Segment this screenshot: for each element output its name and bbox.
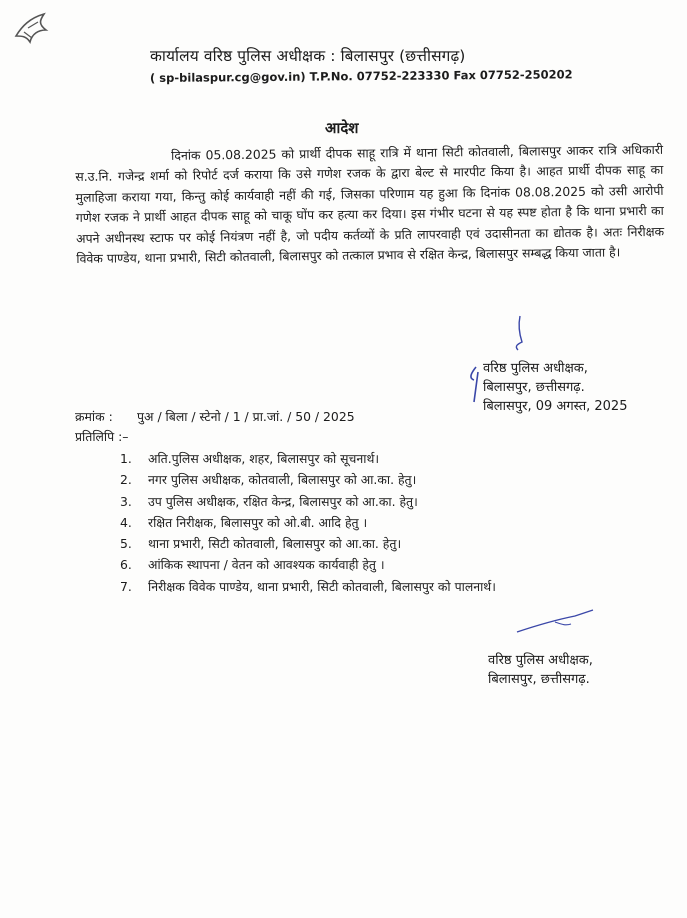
list-item-number: 3. xyxy=(120,493,132,509)
signature-block-bottom xyxy=(488,651,593,689)
office-contact: ( sp-bilaspur.cg@gov.in) T.P.No. 07752-223330 Fax 07752-250202 xyxy=(149,67,573,85)
list-item-text: उप पुलिस अधीक्षक, रक्षित केन्द्र, बिलासपुर को आ.का. हेतु। xyxy=(148,493,418,509)
reference-label: क्रमांक : xyxy=(75,409,113,424)
order-body: दिनांक 05.08.2025 को प्रार्थी दीपक साहू रात्रि में थाना सिटी कोतवाली, बिलासपुर आकर रात्रि अधिकारी स.उ.नि. गजेन्द्र शर्मा को रिपोर्ट दर्ज कराया कि उसे गणेश रजक के द्वारा बेल्ट से मारपीट किया है। आहत प्रार्थी दीपक साहू का मुलाहिजा कराया गया, किन्तु कोई कार्यवाही नहीं की गई, जिसका परिणाम यह हुआ कि दिनांक 08.08.2025 को उसी आरोपी गणेश रजक ने प्रार्थी आहत दीपक साहू को चाकू घोंप कर हत्या कर दिया। इस गंभीर घटना से यह स्पष्ट होता है कि थाना प्रभारी का अपने अधीनस्थ स्टाफ पर कोई नियंत्रण नहीं है, जो पदीय कर्तव्यों के प्रति लापरवाही एवं उदासीनता का द्योतक है। अतः निरीक्षक विवेक पाण्डेय, थाना प्रभारी, सिटी कोतवाली, बिलासपुर को तत्काल प्रभाव से रक्षित केन्द्र, बिलासपुर सम्बद्ध किया जाता है। xyxy=(75,141,665,267)
list-item xyxy=(120,514,496,535)
list-item-number: 5. xyxy=(120,536,132,552)
signatory-designation: वरिष्ठ पुलिस अधीक्षक, xyxy=(483,361,588,376)
list-item-number: 6. xyxy=(120,557,132,573)
signature-date: बिलासपुर, 09 अगस्त, 2025 xyxy=(483,399,628,414)
list-item xyxy=(120,556,496,577)
office-title: कार्यालय वरिष्ठ पुलिस अधीक्षक : बिलासपुर (छत्तीसगढ़) xyxy=(150,47,466,65)
list-item-text: थाना प्रभारी, सिटी कोतवाली, बिलासपुर को आ.का. हेतु। xyxy=(148,536,402,552)
list-item xyxy=(120,578,496,599)
signatory-designation: वरिष्ठ पुलिस अधीक्षक, xyxy=(488,653,593,668)
list-item xyxy=(120,535,496,556)
order-heading: आदेश xyxy=(325,119,359,137)
list-item-text: अति.पुलिस अधीक्षक, शहर, बिलासपुर को सूचनार्थ। xyxy=(148,451,380,466)
signature-scribble xyxy=(515,606,595,638)
list-item-text: रक्षित निरीक्षक, बिलासपुर को ओ.बी. आदि हेतु । xyxy=(148,514,368,530)
list-item xyxy=(120,450,496,471)
copy-label: प्रतिलिपि :– xyxy=(75,429,129,444)
list-item-text: निरीक्षक विवेक पाण्डेय, थाना प्रभारी, सिटी कोतवाली, बिलासपुर को पालनार्थ। xyxy=(148,578,496,594)
police-emblem-icon xyxy=(10,8,54,48)
signatory-location: बिलासपुर, छत्तीसगढ़. xyxy=(488,672,590,687)
letterhead xyxy=(150,44,590,85)
signatory-location: बिलासपुर, छत्तीसगढ़. xyxy=(483,380,585,395)
list-item-number: 7. xyxy=(120,578,132,594)
list-item-text: नगर पुलिस अधीक्षक, कोतवाली, बिलासपुर को आ.का. हेतु। xyxy=(148,472,417,488)
list-item xyxy=(120,493,496,514)
list-item-text: आंकिक स्थापना / वेतन को आवश्यक कार्यवाही हेतु । xyxy=(148,557,385,573)
signature-block-top xyxy=(483,359,627,416)
list-item-number: 1. xyxy=(120,451,132,466)
reference-value: पुअ / बिला / स्टेनो / 1 / प्रा.जां. / 50 / 2025 xyxy=(137,409,355,424)
copy-list xyxy=(120,450,496,599)
list-item-number: 4. xyxy=(120,514,132,530)
list-item xyxy=(120,471,496,492)
reference-number xyxy=(75,408,355,425)
list-item-number: 2. xyxy=(120,472,132,488)
